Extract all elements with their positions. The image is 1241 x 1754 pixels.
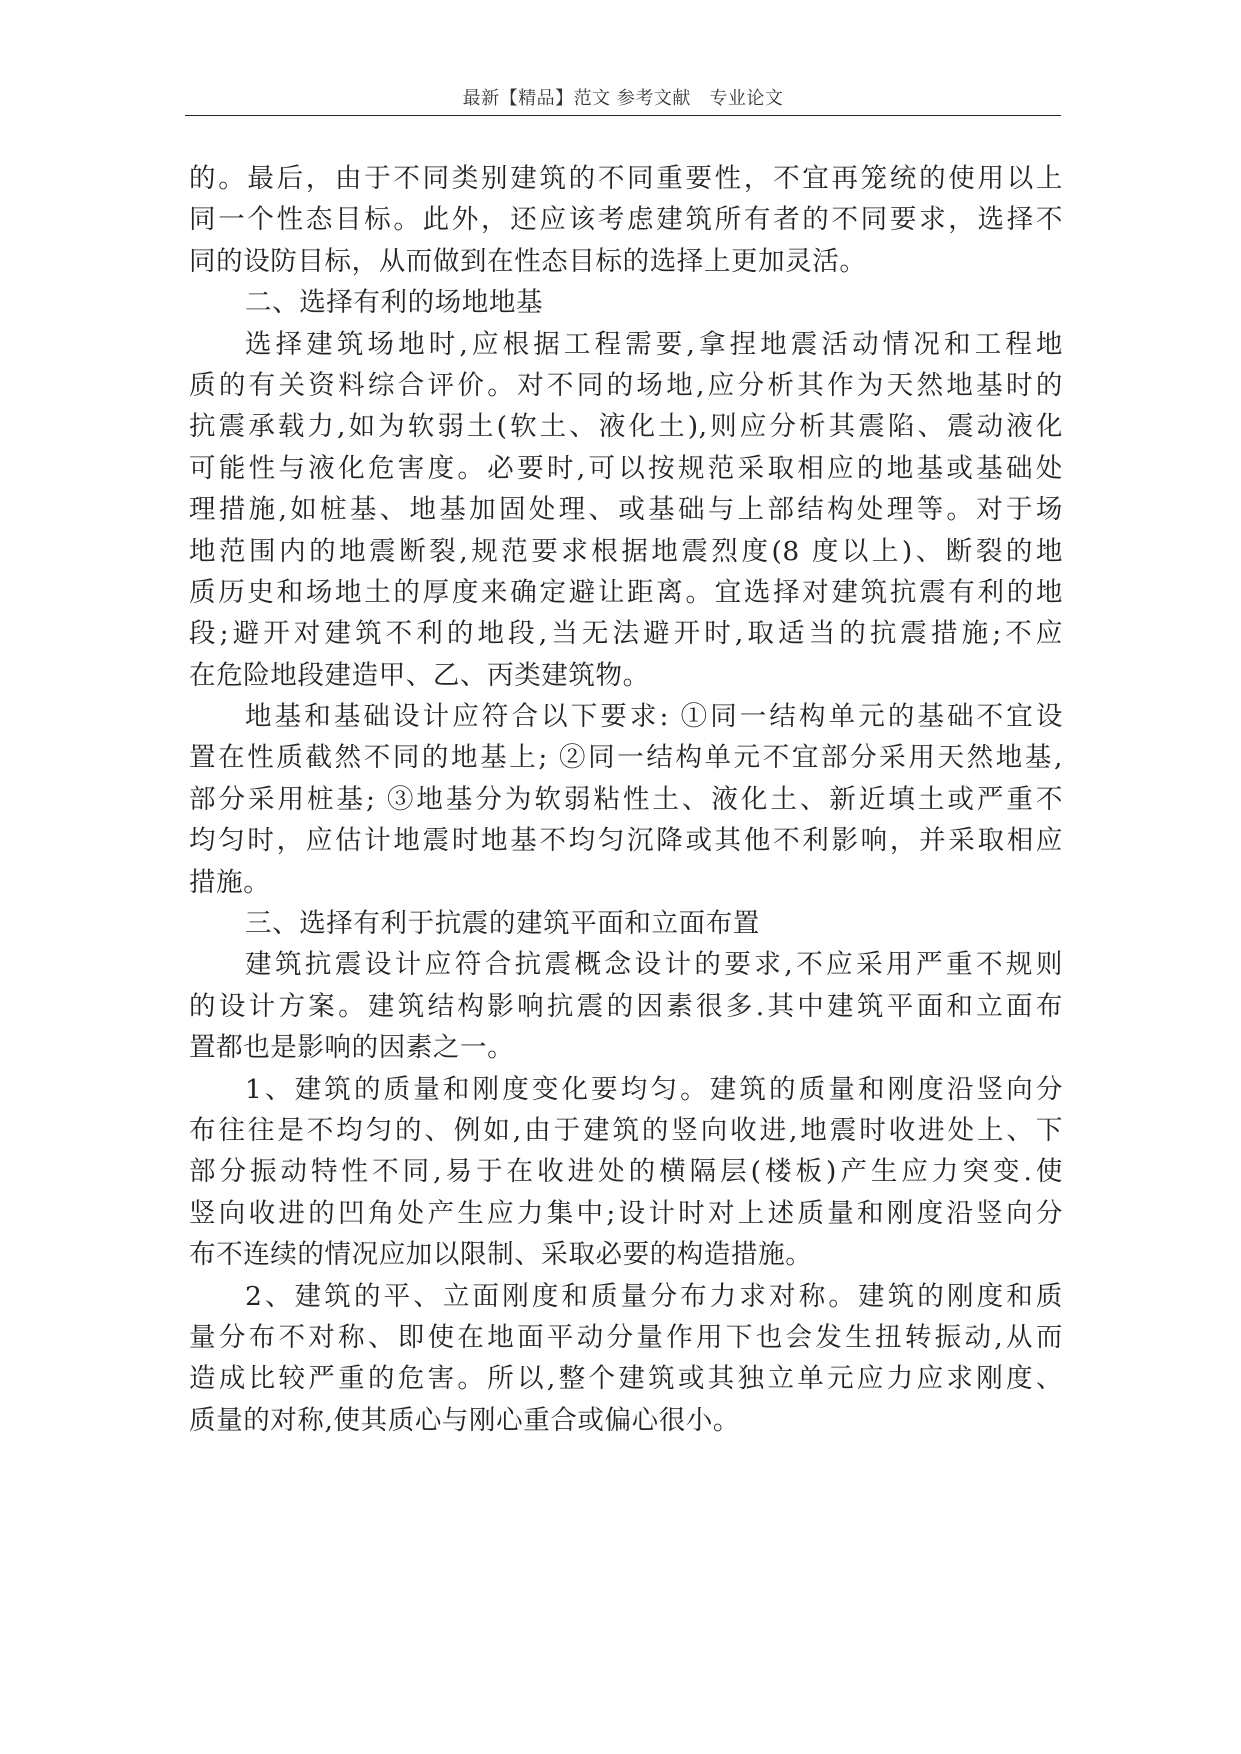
text-line: 地基和基础设计应符合以下要求: ①同一结构单元的基础不宜设 <box>245 701 1063 733</box>
text-line: 在危险地段建造甲、乙、丙类建筑物。 <box>189 659 650 691</box>
text-line: 同一个性态目标。此外，还应该考虑建筑所有者的不同要求，选择不 <box>189 204 1063 236</box>
text-line: 抗震承载力,如为软弱土(软土、液化土),则应分析其震陷、震动液化 <box>189 411 1063 443</box>
page-header: 最新【精品】范文 参考文献 专业论文 <box>462 88 784 109</box>
text-line: 置都也是影响的因素之一。 <box>189 1032 515 1064</box>
text-line: 布往往是不均匀的、例如,由于建筑的竖向收进,地震时收进处上、下 <box>189 1114 1063 1146</box>
text-line: 的。最后，由于不同类别建筑的不同重要性，不宜再笼统的使用以上 <box>189 163 1063 194</box>
text-line: 同的设防目标，从而做到在性态目标的选择上更加灵活。 <box>189 245 867 277</box>
text-line: 二、选择有利的场地地基 <box>245 287 544 319</box>
text-line: 理措施,如桩基、地基加固处理、或基础与上部结构处理等。对于场 <box>189 494 1063 526</box>
text-line: 质历史和场地土的厚度来确定避让距离。宜选择对建筑抗震有利的地 <box>189 576 1063 608</box>
text-line: 可能性与液化危害度。必要时,可以按规范采取相应的地基或基础处 <box>189 452 1063 484</box>
header-divider <box>185 115 1061 116</box>
text-line: 地范围内的地震断裂,规范要求根据地震烈度(8 度以上)、断裂的地 <box>189 535 1063 567</box>
text-line: 2、建筑的平、立面刚度和质量分布力求对称。建筑的刚度和质 <box>245 1280 1063 1312</box>
text-line: 质的有关资料综合评价。对不同的场地,应分析其作为天然地基时的 <box>189 369 1063 401</box>
text-line: 竖向收进的凹角处产生应力集中;设计时对上述质量和刚度沿竖向分 <box>189 1197 1063 1229</box>
text-line: 造成比较严重的危害。所以,整个建筑或其独立单元应力应求刚度、 <box>189 1363 1063 1395</box>
text-line: 建筑抗震设计应符合抗震概念设计的要求,不应采用严重不规则 <box>245 949 1063 981</box>
text-line: 段;避开对建筑不利的地段,当无法避开时,取适当的抗震措施;不应 <box>189 618 1063 650</box>
text-line: 均匀时，应估计地震时地基不均匀沉降或其他不利影响，并采取相应 <box>189 825 1063 857</box>
text-line: 1、建筑的质量和刚度变化要均匀。建筑的质量和刚度沿竖向分 <box>245 1073 1063 1105</box>
text-line: 布不连续的情况应加以限制、采取必要的构造措施。 <box>189 1239 813 1271</box>
text-line: 的设计方案。建筑结构影响抗震的因素很多.其中建筑平面和立面布 <box>189 990 1063 1022</box>
text-line: 部分振动特性不同,易于在收进处的横隔层(楼板)产生应力突变.使 <box>189 1156 1063 1188</box>
text-line: 质量的对称,使其质心与刚心重合或偏心很小。 <box>189 1404 741 1436</box>
document-body <box>189 158 1063 1441</box>
text-line: 措施。 <box>189 866 271 898</box>
text-line: 选择建筑场地时,应根据工程需要,拿捏地震活动情况和工程地 <box>245 328 1063 360</box>
text-line: 部分采用桩基; ③地基分为软弱粘性土、液化土、新近填土或严重不 <box>189 783 1063 815</box>
text-line: 置在性质截然不同的地基上; ②同一结构单元不宜部分采用天然地基, <box>189 742 1063 774</box>
text-line: 量分布不对称、即使在地面平动分量作用下也会发生扭转振动,从而 <box>189 1321 1063 1353</box>
text-line: 三、选择有利于抗震的建筑平面和立面布置 <box>245 908 760 940</box>
